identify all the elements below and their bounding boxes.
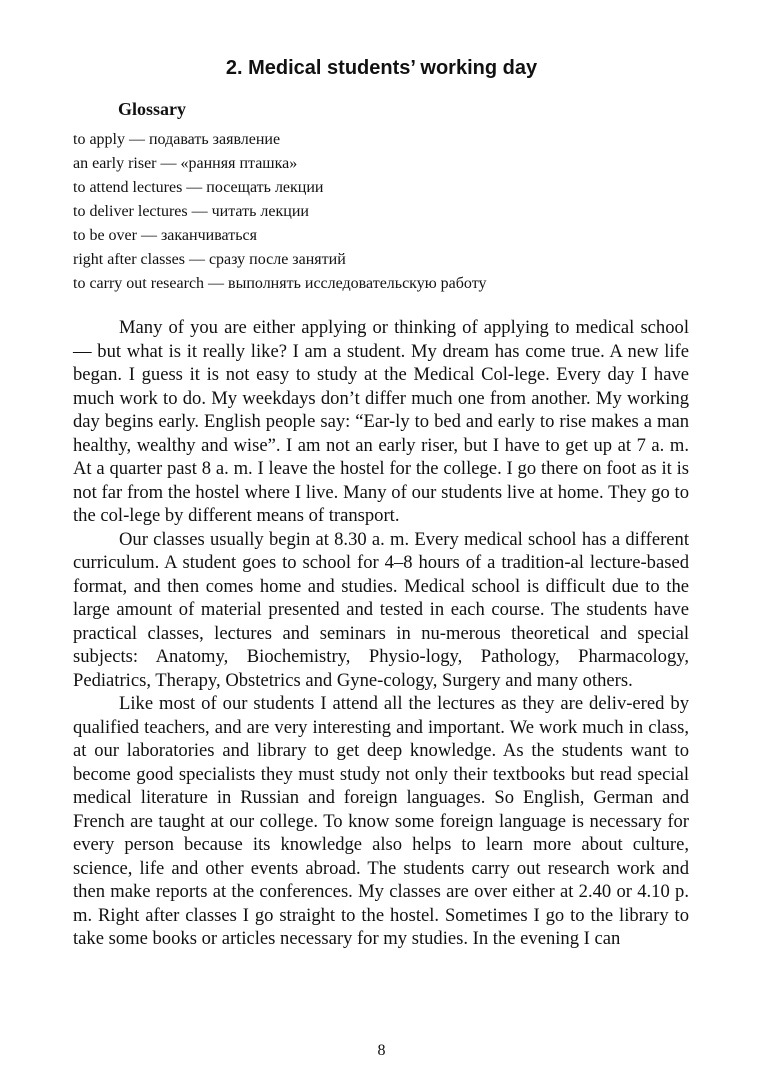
page-number: 8: [377, 1042, 386, 1059]
glossary-item: to be over — заканчиваться: [73, 227, 257, 244]
body-text: [73, 316, 689, 951]
glossary-item: right after classes — сразу после занятий: [73, 251, 346, 268]
glossary-item: to carry out research — выполнять исследовательскую работу: [73, 275, 487, 292]
glossary-item: to apply — подавать заявление: [73, 131, 281, 148]
paragraph: Many of you are either applying or thinking of applying to medical school — but what is it really like? I am a student. My dream has come true. A new life began. I guess it is not easy to study at the Medical Col-lege. Every day I have much work to do. My weekdays don’t differ much one from another. My working day begins early. English people say: “Ear-ly to bed and early to rise makes a man healthy, wealthy and wise”. I am not an early riser, but I have to get up at 7 a. m. At a quarter past 8 a. m. I leave the hostel for the college. I go there on foot as it is not far from the hostel where I live. Many of our students live at home. They go to the col-lege by different means of transport.: [73, 317, 689, 526]
glossary-item: an early riser — «ранняя пташка»: [73, 155, 298, 172]
glossary-list: [73, 128, 713, 296]
glossary-item: to deliver lectures — читать лекции: [73, 203, 309, 220]
chapter-title: 2. Medical students’ working day: [225, 57, 538, 79]
paragraph: Our classes usually begin at 8.30 a. m. Every medical school has a different curriculum. A student goes to school for 4–8 hours of a tradition-al lecture-based format, and then comes home and studies. Medical school is difficult due to the large amount of material presented and tested in each course. The students have practical classes, lectures and seminars in nu-merous theoretical and special subjects: Anatomy, Biochemistry, Physio-logy, Pathology, Pharmacology, Pediatrics, Therapy, Obstetrics and Gyne-cology, Surgery and many others.: [73, 528, 689, 691]
paragraph: Like most of our students I attend all the lectures as they are deliv-ered by qualified teachers, and are very interesting and important. We work much in class, at our laboratories and library to get deep knowledge. As the students want to become good specialists they must study not only their textbooks but read special medical literature in Russian and foreign languages. So English, German and French are taught at our college. To know some foreign language is necessary for every person because its knowledge also helps to learn more about culture, science, life and other events abroad. The students carry out research work and then make reports at the conferences. My classes are over either at 2.40 or 4.10 p. m. Right after classes I go straight to the hostel. Sometimes I go to the library to take some books or articles necessary for my studies. In the evening I can: [73, 693, 689, 949]
glossary-heading: Glossary: [118, 99, 187, 119]
glossary-item: to attend lectures — посещать лекции: [73, 179, 324, 196]
